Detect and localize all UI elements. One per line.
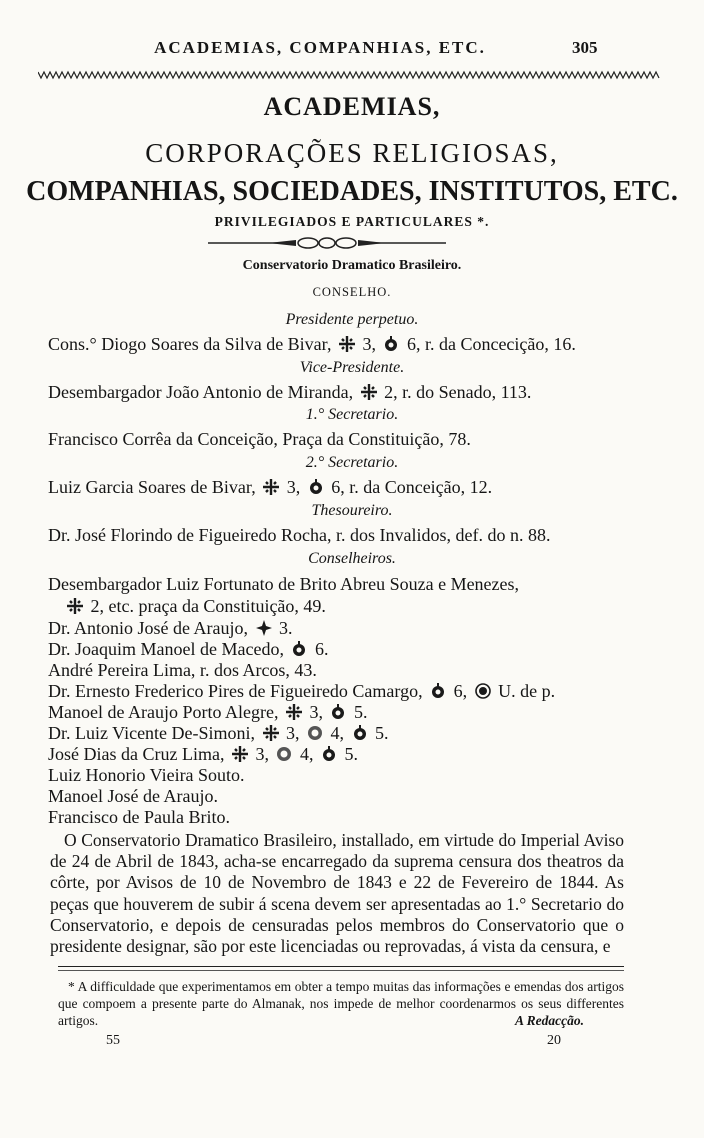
conselheiro-7 <box>48 722 389 744</box>
entry-text: Dr. Luiz Vicente De-Simoni, <box>48 723 256 743</box>
role-conselheiros: Conselheiros. <box>308 550 396 567</box>
conselheiro-1: Desembargador Luiz Fortunato de Brito Abreu Souza e Menezes, <box>48 574 520 594</box>
entry-text: 6, r. da Concecição, 16. <box>406 334 576 354</box>
order-rose-icon <box>290 640 308 658</box>
entry-text: 5. <box>375 723 389 743</box>
entry-text: Manoel de Araujo Porto Alegre, <box>48 702 279 722</box>
entry-secretario-2 <box>48 476 492 498</box>
signature-mark-right: 20 <box>547 1033 561 1048</box>
footnote-rule <box>58 966 624 967</box>
order-cross-icon <box>231 745 249 763</box>
entry-text: 2, etc. praça da Constituição, 49. <box>90 596 326 616</box>
entry-text: Desembargador João Antonio de Miranda, <box>48 382 354 402</box>
entry-text: 4, <box>299 744 314 764</box>
entry-tesoureiro: Dr. José Florindo de Figueiredo Rocha, r. dos Invalidos, def. do n. 88. <box>48 525 551 545</box>
conselheiro-2 <box>48 617 293 639</box>
entry-text: 6, <box>453 681 468 701</box>
order-cross-icon <box>262 478 280 496</box>
entry-text: José Dias da Cruz Lima, <box>48 744 225 764</box>
title-academias: ACADEMIAS, <box>263 92 441 121</box>
order-circle-icon <box>474 682 492 700</box>
page-number: 305 <box>572 38 598 57</box>
entry-text: U. de p. <box>498 681 556 701</box>
signature-mark-left: 55 <box>106 1033 120 1048</box>
order-rose-icon <box>307 478 325 496</box>
entry-text: 6. <box>314 639 329 659</box>
entry-presidente <box>48 333 576 355</box>
institution-name: Conservatorio Dramatico Brasileiro. <box>242 258 462 273</box>
role-secretario-1: 1.° Secretario. <box>305 406 399 423</box>
entry-secretario-1: Francisco Corrêa da Conceição, Praça da Constituição, 78. <box>48 429 471 449</box>
running-head <box>0 38 704 60</box>
order-rose-icon <box>320 745 338 763</box>
entry-text: Cons.° Diogo Soares da Silva de Bivar, <box>48 334 332 354</box>
title-corporacoes: CORPORAÇÕES RELIGIOSAS, <box>145 138 559 168</box>
conselheiro-8 <box>48 743 358 765</box>
entry-text: 6, r. da Conceição, 12. <box>331 477 493 497</box>
order-cross-icon <box>262 724 280 742</box>
entry-text: 3. <box>279 618 293 638</box>
conselheiro-9: Luiz Honorio Vieira Souto. <box>48 765 245 785</box>
section-conselho: CONSELHO. <box>312 285 392 299</box>
order-cross-icon <box>360 383 378 401</box>
entry-text: Dr. Ernesto Frederico Pires de Figueiredo Camargo, <box>48 681 423 701</box>
entry-text: 3, <box>286 477 301 497</box>
entry-text: Dr. Antonio José de Araujo, <box>48 618 248 638</box>
ornament-divider <box>208 236 446 250</box>
entry-vice-presidente <box>48 381 531 403</box>
order-rose-icon <box>382 335 400 353</box>
running-title: ACADEMIAS, COMPANHIAS, ETC. <box>154 38 486 57</box>
entry-text: 5. <box>344 744 358 764</box>
conselheiro-4: André Pereira Lima, r. dos Arcos, 43. <box>48 660 317 680</box>
order-cross-icon <box>66 597 84 615</box>
role-tesoureiro: Thesoureiro. <box>311 502 393 519</box>
order-wreath-icon <box>306 724 324 742</box>
order-wreath-icon <box>275 745 293 763</box>
entry-text: 3, <box>255 744 269 764</box>
footnote-rule-thin <box>58 970 624 971</box>
role-presidente: Presidente perpetuo. <box>285 311 419 328</box>
order-rose-icon <box>351 724 369 742</box>
title-privilegiados: PRIVILEGIADOS E PARTICULARES *. <box>214 214 490 229</box>
entry-text: Luiz Garcia Soares de Bivar, <box>48 477 256 497</box>
order-rose-icon <box>329 703 347 721</box>
conselheiro-1-cont <box>64 595 326 617</box>
footnote <box>58 978 624 1029</box>
order-cross-icon <box>338 335 356 353</box>
conselheiro-11: Francisco de Paula Brito. <box>48 807 230 827</box>
conselheiro-5 <box>48 680 555 702</box>
entry-text: 3, <box>362 334 376 354</box>
order-rose-icon <box>429 682 447 700</box>
order-cross-icon <box>285 703 303 721</box>
role-secretario-2: 2.° Secretario. <box>305 454 399 471</box>
body-paragraph: O Conservatorio Dramatico Brasileiro, installado, em virtude do Imperial Aviso de 24 de Abril de 1843, acha-se encarregado da suprema censura dos theatros da côrte, por Avisos de 10 de Novembro de 1843 e 22 de Fevereiro de 1844. As peças que houverem de subir á scena devem ser apresentadas ao 1.° Secretario do Conservatorio, e depois de censuradas pelos membros do Conservatorio que o presidente designar, são por este licenciadas ou reprovadas, á vista da censura, e <box>50 830 624 957</box>
order-star-icon <box>255 619 273 637</box>
entry-text: 3, <box>286 723 300 743</box>
entry-text: 4, <box>330 723 345 743</box>
entry-text: 3, <box>309 702 323 722</box>
role-vice-presidente: Vice-Presidente. <box>299 359 405 376</box>
conselheiro-6 <box>48 701 367 723</box>
title-companhias: COMPANHIAS, SOCIEDADES, INSTITUTOS, ETC. <box>26 176 678 207</box>
entry-text: Dr. Joaquim Manoel de Macedo, <box>48 639 284 659</box>
footnote-signature: A Redacção. <box>515 1013 584 1028</box>
entry-text: 2, r. do Senado, 113. <box>384 382 532 402</box>
footnote-text: * A difficuldade que experimentamos em obter a tempo muitas das informações e emendas dos artigos que compoem a presente parte do Almanak, nos impede de melhor coordenarmos os seus differentes artigos. <box>58 979 624 1028</box>
conselheiro-3 <box>48 638 328 660</box>
conselheiro-10: Manoel José de Araujo. <box>48 786 218 806</box>
zigzag-rule <box>38 68 660 82</box>
entry-text: 5. <box>353 702 368 722</box>
